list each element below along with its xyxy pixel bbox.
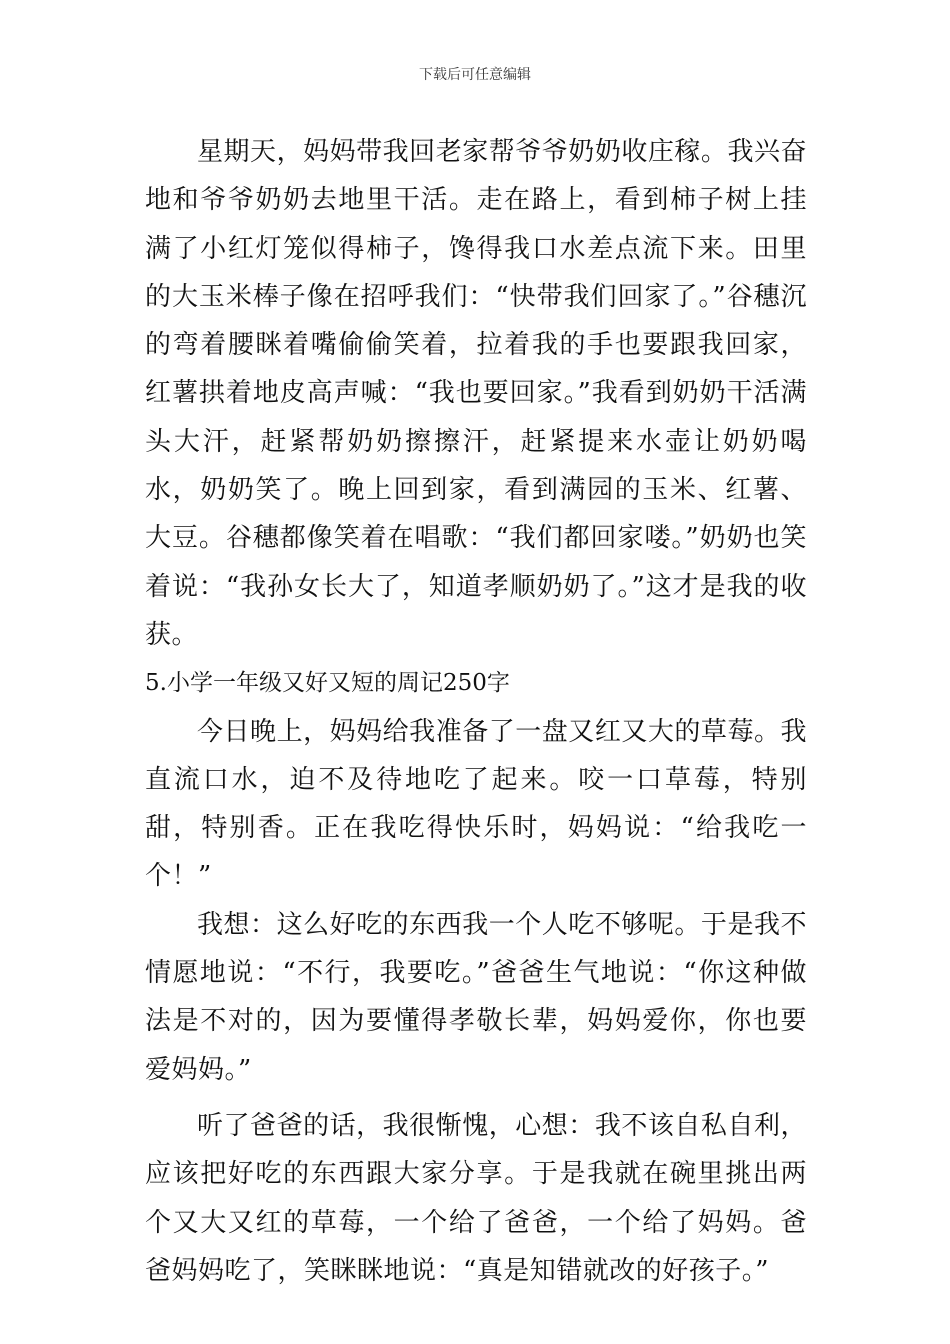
- paragraph-reluctant: 我想：这么好吃的东西我一个人吃不够呢。于是我不情愿地说：“不行，我要吃。”爸爸生气地说：“你这种做法是不对的，因为要懂得孝敬长辈，妈妈爱你，你也要爱妈妈。”: [145, 909, 807, 1085]
- page-header: 下载后可任意编辑: [419, 67, 531, 83]
- paragraph-gap: [145, 1094, 807, 1102]
- paragraph-strawberry: 今日晚上，妈妈给我准备了一盘又红又大的草莓。我直流口水，迫不及待地吃了起来。咬一口草莓，特别甜，特别香。正在我吃得快乐时，妈妈说：“给我吃一个！”: [145, 716, 807, 892]
- section-heading-5: 5.小学一年级又好又短的周记250字: [145, 670, 510, 697]
- paragraph-harvest: 星期天，妈妈带我回老家帮爷爷奶奶收庄稼。我兴奋地和爷爷奶奶去地里干活。走在路上，看到柿子树上挂满了小红灯笼似得柿子，馋得我口水差点流下来。田里的大玉米棒子像在招呼我们：“快带我们回家了。”谷穗沉的弯着腰眯着嘴偷偷笑着，拉着我的手也要跟我回家，红薯拱着地皮高声喊：“我也要回家。”我看到奶奶干活满头大汗，赶紧帮奶奶擦擦汗，赶紧提来水壶让奶奶喝水，奶奶笑了。晚上回到家，看到满园的玉米、红薯、大豆。谷穗都像笑着在唱歌：“我们都回家喽。”奶奶也笑着说：“我孙女长大了，知道孝顺奶奶了。”这才是我的收获。: [145, 137, 807, 650]
- document-body: [145, 128, 807, 1295]
- paragraph-sharing: 听了爸爸的话，我很惭愧，心想：我不该自私自利，应该把好吃的东西跟大家分享。于是我就在碗里挑出两个又大又红的草莓，一个给了爸爸，一个给了妈妈。爸爸妈妈吃了，笑眯眯地说：“真是知错就改的好孩子。”: [145, 1110, 807, 1286]
